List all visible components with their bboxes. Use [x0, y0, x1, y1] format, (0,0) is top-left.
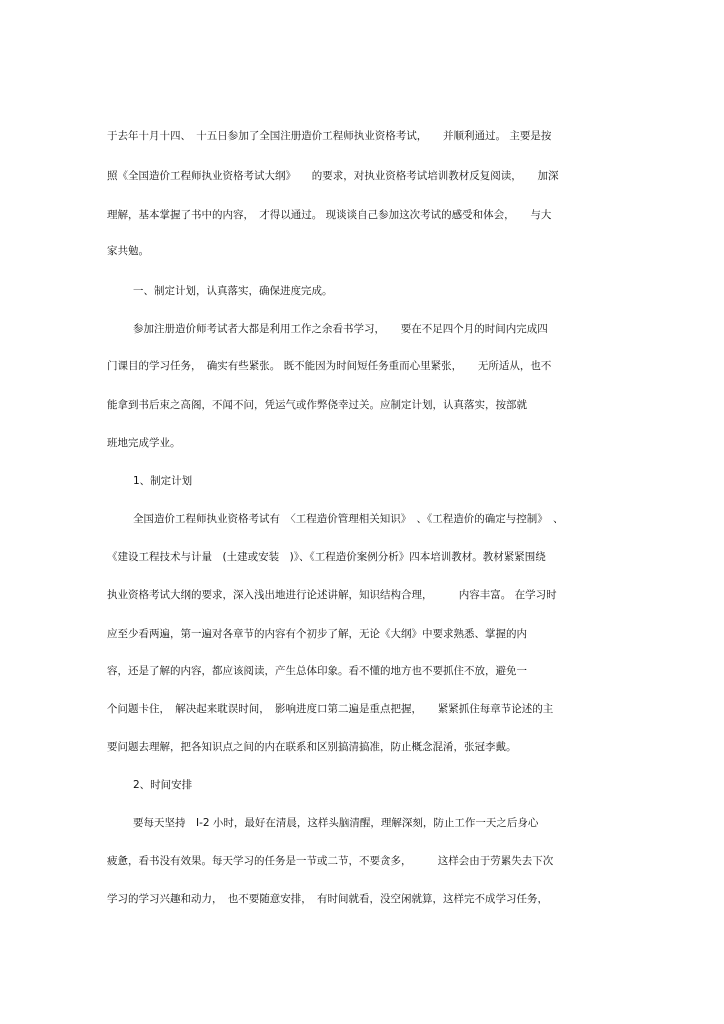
text-line: 参加注册造价师考试者大都是利用工作之余看书学习， 要在不足四个月的时间内完成四: [133, 323, 548, 335]
text-line: 执业资格考试大纲的要求，深入浅出地进行论述讲解，知识结构合理， 内容丰富。 在学习时: [107, 589, 557, 601]
text-line: 要每天坚持 I-2 小时，最好在清晨，这样头脑清醒，理解深刻，防止工作一天之后身心: [133, 817, 539, 829]
text-line: 于去年十月十四、 十五日参加了全国注册造价工程师执业资格考试， 并顺利通过。 主要是按: [107, 130, 552, 142]
text-line: 要问题去理解，把各知识点之间的内在联系和区别搞清搞准，防止概念混淆，张冠李戴。: [107, 741, 517, 753]
text-line: 学习的学习兴趣和动力， 也不要随意安排， 有时间就看，没空闲就算，这样完不成学习任务，: [107, 893, 548, 905]
text-line: 家共勉。: [107, 245, 149, 257]
text-line: 应至少看两遍，第一遍对各章节的内容有个初步了解，无论《大纲》中要求熟悉、掌握的内: [107, 628, 527, 640]
text-line: 班地完成学业。: [107, 437, 181, 449]
text-line: 个问题卡住， 解决起来耽误时间， 影响进度口第二遍是重点把握， 紧紧抓住每章节论述的主: [107, 703, 554, 715]
subsection-heading: 1、制定计划: [133, 475, 193, 487]
text-line: 能拿到书后束之高阁，不闻不问，凭运气或作弊侥幸过关。应制定计划，认真落实，按部就: [107, 399, 527, 411]
text-line: 理解，基本掌握了书中的内容， 才得以通过。 现谈谈自己参加这次考试的感受和体会， 与大: [107, 209, 552, 221]
text-line: 《建设工程技术与计量 (土建或安装 )》、《工程造价案例分析》四本培训教材。教材紧紧围绕: [107, 551, 546, 563]
text-line: 全国造价工程师执业资格考试有 〈工程造价管理相关知识》 、《工程造价的确定与控制》 、: [133, 513, 564, 525]
text-line: 疲惫，看书没有效果。每天学习的任务是一节或二节，不要贪多， 这样会由于劳累失去下次: [107, 855, 554, 867]
section-heading: 一、制定计划，认真落实，确保进度完成。: [133, 285, 333, 297]
text-line: 照《全国造价工程师执业资格考试大纲》 的要求，对执业资格考试培训教材反复阅读， 加深: [107, 170, 559, 182]
subsection-heading: 2、时间安排: [133, 779, 193, 791]
text-line: 容，还是了解的内容，都应该阅读，产生总体印象。看不懂的地方也不要抓住不放，避免一: [107, 665, 527, 677]
text-line: 门课目的学习任务， 确实有些紧张。 既不能因为时间短任务重而心里紧张， 无所适从，也不: [107, 360, 552, 372]
